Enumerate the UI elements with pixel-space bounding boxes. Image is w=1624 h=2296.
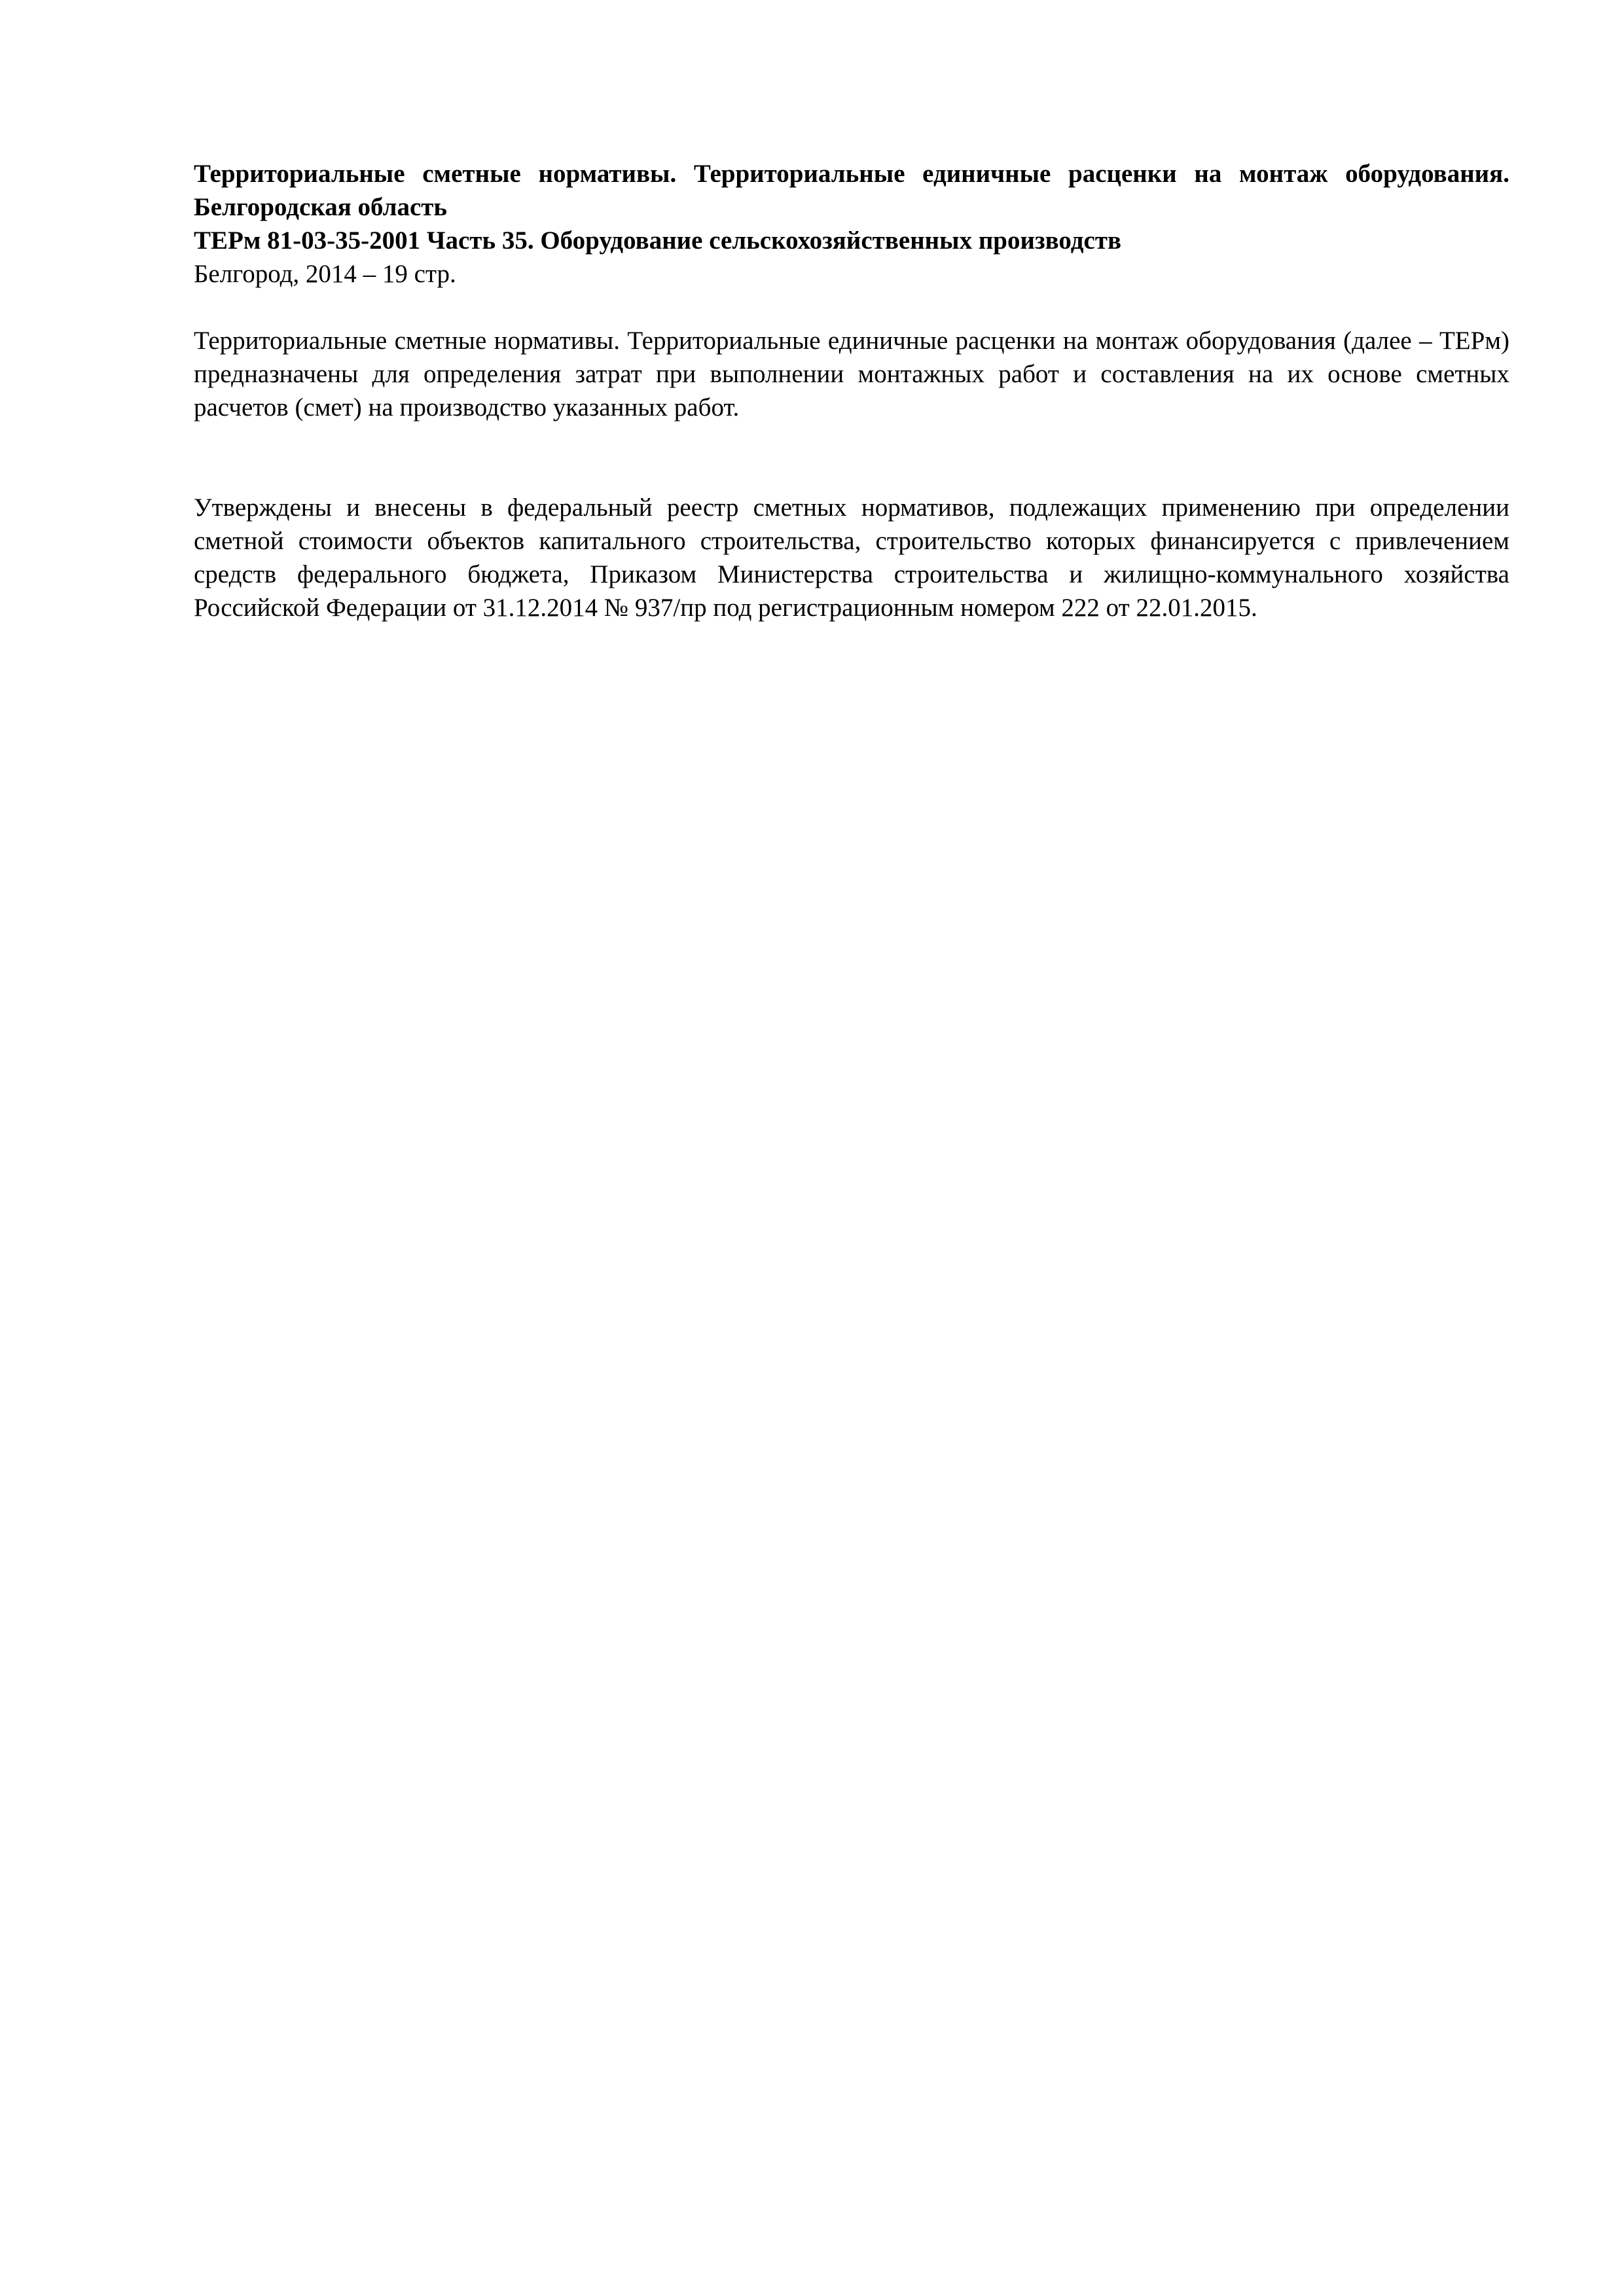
description-paragraph: Территориальные сметные нормативы. Территориальные единичные расценки на монтаж оборудования (далее – ТЕРм) предназначены для определения затрат при выполнении монтажных работ и составления на их основе сметных расчетов (смет) на производство указанных работ. [194,327,1509,422]
document-content [194,157,1509,624]
document-subtitle: ТЕРм 81-03-35-2001 Часть 35. Оборудование сельскохозяйственных производств [194,226,1122,255]
document-title: Территориальные сметные нормативы. Территориальные единичные расценки на монтаж оборудования. Белгородская область [194,160,1509,221]
spacer [194,424,1509,491]
spacer [194,291,1509,324]
publication-info: Белгород, 2014 – 19 стр. [194,260,456,288]
approval-paragraph: Утверждены и внесены в федеральный реестр сметных нормативов, подлежащих применению при определении сметной стоимости объектов капитального строительства, строительство которых финансируется с привлечением средств федерального бюджета, Приказом Министерства строительства и жилищно-коммунального хозяйства Российской Федерации от 31.12.2014 № 937/пр под регистрационным номером 222 от 22.01.2015. [194,493,1509,622]
